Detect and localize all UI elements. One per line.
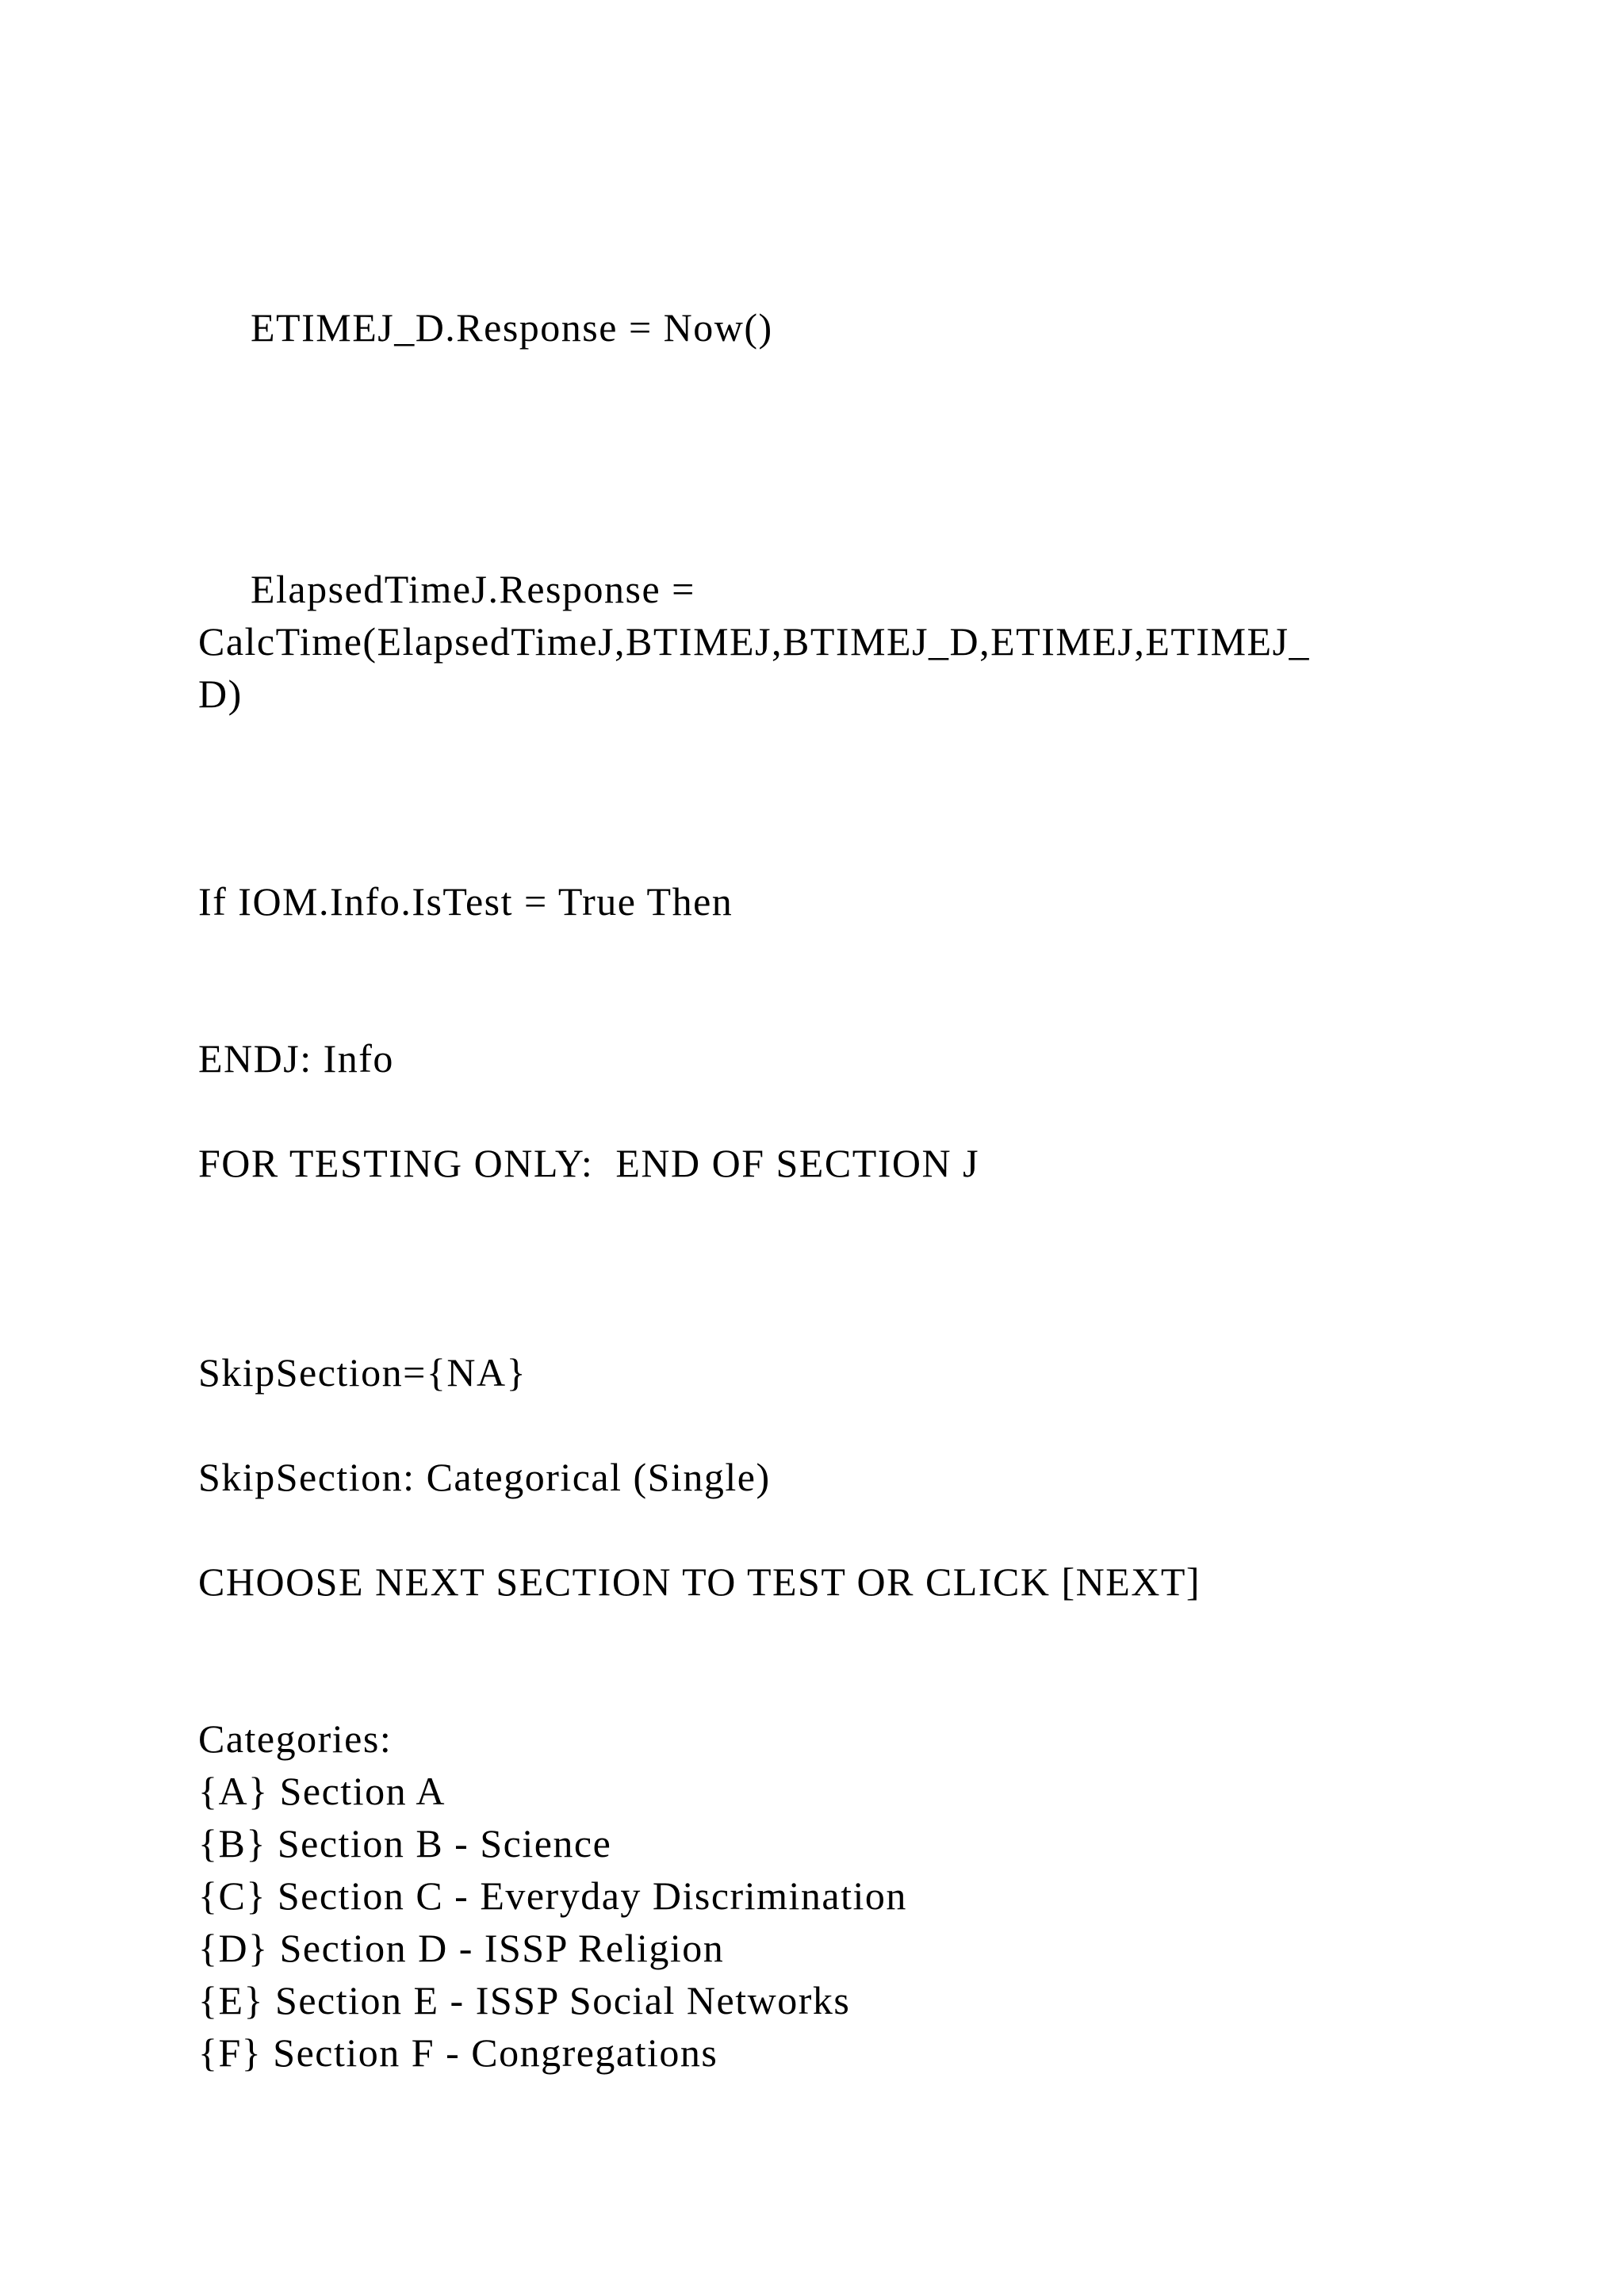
category-item-c: {C} Section C - Everyday Discrimination bbox=[198, 1873, 907, 1918]
skipsection-type-line: SkipSection: Categorical (Single) bbox=[198, 1455, 771, 1499]
category-item-e: {E} Section E - ISSP Social Networks bbox=[198, 1978, 851, 2022]
categories-heading: Categories: bbox=[198, 1716, 393, 1761]
calctime-call-continuation: D) bbox=[198, 672, 243, 716]
category-item-d: {D} Section D - ISSP Religion bbox=[198, 1926, 725, 1970]
calctime-call-line: CalcTime(ElapsedTimeJ,BTIMEJ,BTIMEJ_D,ETIMEJ,ETIMEJ_ bbox=[198, 619, 1311, 664]
etime-assignment-line: ETIMEJ_D.Response = Now() bbox=[251, 305, 773, 350]
category-item-f: {F} Section F - Congregations bbox=[198, 2030, 718, 2075]
endj-info-line: ENDJ: Info bbox=[198, 1036, 394, 1081]
category-item-b: {B} Section B - Science bbox=[198, 1821, 612, 1866]
skipsection-default-line: SkipSection={NA} bbox=[198, 1350, 527, 1395]
category-item-a: {A} Section A bbox=[198, 1769, 446, 1813]
if-istest-line: If IOM.Info.IsTest = True Then bbox=[198, 879, 733, 924]
categories-list bbox=[198, 1765, 907, 2079]
choose-next-section-line: CHOOSE NEXT SECTION TO TEST OR CLICK [NEXT] bbox=[198, 1559, 1201, 1604]
elapsed-time-assignment-line: ElapsedTimeJ.Response = bbox=[251, 567, 695, 611]
testing-only-line: FOR TESTING ONLY: END OF SECTION J bbox=[198, 1141, 980, 1185]
